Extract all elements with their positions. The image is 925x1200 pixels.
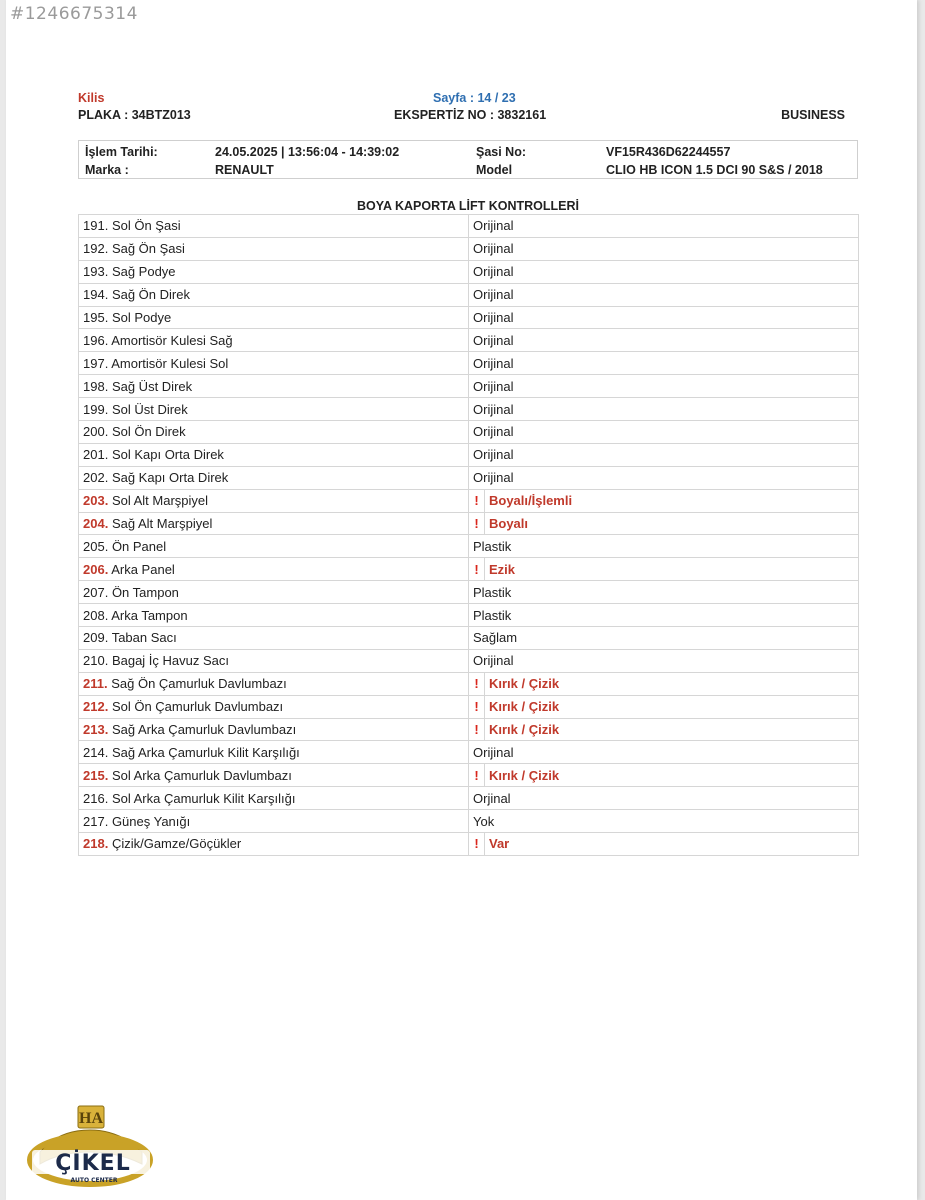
value-cell xyxy=(469,398,859,421)
item-number: 198. xyxy=(83,378,109,394)
table-row xyxy=(79,672,859,695)
value-cell xyxy=(469,237,859,260)
item-number: 206. xyxy=(83,561,109,577)
table-row xyxy=(79,329,859,352)
value-cell xyxy=(469,260,859,283)
item-label: Sağ Ön Şasi xyxy=(111,241,185,257)
item-number: 204. xyxy=(83,516,109,532)
chassis-value: VF15R436D62244557 xyxy=(606,145,731,159)
item-number: 214. xyxy=(83,744,109,760)
value-cell xyxy=(469,352,859,375)
plate-number: PLAKA : 34BTZ013 xyxy=(78,108,191,122)
value-cell xyxy=(469,421,859,444)
item-label: Sol Podye xyxy=(111,310,172,325)
item-number: 192. xyxy=(83,241,109,257)
item-label: Sağ Ön Çamurluk Davlumbazı xyxy=(111,676,287,692)
item-value: Kırık / Çizik xyxy=(489,699,560,715)
item-cell xyxy=(79,352,469,375)
value-cell xyxy=(485,558,859,581)
item-label: Sol Ön Direk xyxy=(111,424,186,440)
table-row xyxy=(79,787,859,810)
item-value: Sağlam xyxy=(473,630,518,646)
item-label: Sağ Alt Marşpiyel xyxy=(111,516,213,532)
chassis-label: Şasi No: xyxy=(476,145,527,159)
value-cell xyxy=(469,649,859,672)
item-value: Boyalı xyxy=(489,516,529,532)
logo-tagline: AUTO CENTER xyxy=(70,1177,118,1184)
item-value: Kırık / Çizik xyxy=(489,767,560,783)
value-cell xyxy=(469,741,859,764)
value-cell xyxy=(469,535,859,558)
item-cell xyxy=(79,375,469,398)
warning-mark: ! xyxy=(469,833,485,856)
table-row xyxy=(79,833,859,856)
item-number: 193. xyxy=(83,264,109,280)
warning-mark: ! xyxy=(469,764,485,787)
table-row xyxy=(79,581,859,604)
date-value: 24.05.2025 | 13:56:04 - 14:39:02 xyxy=(215,145,400,159)
item-cell xyxy=(79,443,469,466)
item-number: 217. xyxy=(83,813,109,829)
table-row xyxy=(79,215,859,238)
item-number: 195. xyxy=(83,310,109,325)
date-label: İşlem Tarihi: xyxy=(85,145,158,159)
package-name: BUSINESS xyxy=(781,108,845,122)
value-cell xyxy=(469,375,859,398)
table-row xyxy=(79,352,859,375)
item-label: Çizik/Gamze/Göçükler xyxy=(111,836,242,852)
item-number: 210. xyxy=(83,653,109,669)
table-row xyxy=(79,535,859,558)
item-label: Sağ Ön Direk xyxy=(111,287,190,303)
value-cell xyxy=(469,604,859,627)
section-title: BOYA KAPORTA LİFT KONTROLLERİ xyxy=(357,199,579,213)
item-value: Orijinal xyxy=(473,378,514,394)
item-cell xyxy=(79,833,469,856)
item-value: Ezik xyxy=(489,561,516,577)
item-label: Sol Arka Çamurluk Kilit Karşılığı xyxy=(111,790,296,806)
item-value: Var xyxy=(489,836,510,852)
item-number: 196. xyxy=(83,332,109,348)
item-label: Bagaj İç Havuz Sacı xyxy=(111,653,229,669)
item-cell xyxy=(79,329,469,352)
item-cell xyxy=(79,558,469,581)
item-label: Sağ Podye xyxy=(111,264,176,280)
item-value: Orijinal xyxy=(473,424,514,440)
table-row xyxy=(79,306,859,329)
table-row xyxy=(79,443,859,466)
warning-mark: ! xyxy=(469,695,485,718)
value-cell xyxy=(485,833,859,856)
table-row xyxy=(79,764,859,787)
item-cell xyxy=(79,581,469,604)
item-value: Kırık / Çizik xyxy=(489,722,560,738)
table-row xyxy=(79,283,859,306)
item-label: Sağ Arka Çamurluk Kilit Karşılığı xyxy=(111,744,300,760)
table-row xyxy=(79,741,859,764)
item-number: 200. xyxy=(83,424,109,440)
item-label: Taban Sacı xyxy=(111,630,177,646)
item-number: 213. xyxy=(83,722,109,738)
table-row xyxy=(79,398,859,421)
table-row xyxy=(79,627,859,650)
item-cell xyxy=(79,306,469,329)
item-value: Orijinal xyxy=(473,332,514,348)
item-value: Plastik xyxy=(473,607,512,623)
value-cell xyxy=(469,283,859,306)
item-label: Güneş Yanığı xyxy=(111,813,191,829)
item-number: 203. xyxy=(83,493,109,509)
item-cell xyxy=(79,398,469,421)
item-cell xyxy=(79,283,469,306)
item-cell xyxy=(79,718,469,741)
item-label: Sol Alt Marşpiyel xyxy=(111,493,209,509)
item-value: Plastik xyxy=(473,538,512,554)
table-row xyxy=(79,260,859,283)
item-label: Sol Ön Şasi xyxy=(111,218,181,234)
item-number: 197. xyxy=(83,355,109,371)
value-cell xyxy=(469,581,859,604)
item-number: 207. xyxy=(83,584,109,600)
item-value: Orijinal xyxy=(473,310,514,325)
item-number: 211. xyxy=(83,676,108,692)
item-label: Sol Ön Çamurluk Davlumbazı xyxy=(111,699,284,715)
item-cell xyxy=(79,260,469,283)
table-row xyxy=(79,649,859,672)
item-cell xyxy=(79,421,469,444)
table-row xyxy=(79,512,859,535)
table-row xyxy=(79,604,859,627)
table-row xyxy=(79,810,859,833)
item-number: 194. xyxy=(83,287,109,303)
item-number: 208. xyxy=(83,607,109,623)
item-cell xyxy=(79,810,469,833)
value-cell xyxy=(469,810,859,833)
item-value: Yok xyxy=(473,813,495,829)
item-number: 199. xyxy=(83,401,109,417)
value-cell xyxy=(485,512,859,535)
item-number: 215. xyxy=(83,767,109,783)
item-number: 218. xyxy=(83,836,109,852)
item-label: Ön Tampon xyxy=(111,584,179,600)
report-number: EKSPERTİZ NO : 3832161 xyxy=(394,108,547,122)
item-label: Arka Tampon xyxy=(111,607,188,623)
item-value: Orijinal xyxy=(473,218,514,234)
warning-mark: ! xyxy=(469,558,485,581)
page-number: Sayfa : 14 / 23 xyxy=(433,91,516,105)
table-row xyxy=(79,466,859,489)
table-row xyxy=(79,718,859,741)
table-row xyxy=(79,489,859,512)
item-number: 212. xyxy=(83,699,109,715)
item-label: Arka Panel xyxy=(111,561,175,577)
value-cell xyxy=(485,718,859,741)
item-cell xyxy=(79,512,469,535)
item-cell xyxy=(79,535,469,558)
report-page xyxy=(6,0,917,1200)
item-cell xyxy=(79,489,469,512)
item-label: Ön Panel xyxy=(111,538,167,554)
item-cell xyxy=(79,741,469,764)
item-value: Kırık / Çizik xyxy=(489,676,560,692)
warning-mark: ! xyxy=(469,489,485,512)
item-value: Plastik xyxy=(473,584,512,600)
table-row xyxy=(79,558,859,581)
item-cell xyxy=(79,649,469,672)
item-number: 191. xyxy=(83,218,109,234)
value-cell xyxy=(485,695,859,718)
item-cell xyxy=(79,215,469,238)
item-value: Orijinal xyxy=(473,355,514,371)
logo-initials: HA xyxy=(79,1110,103,1127)
warning-mark: ! xyxy=(469,718,485,741)
value-cell xyxy=(469,329,859,352)
item-value: Orijinal xyxy=(473,401,514,417)
city-label: Kilis xyxy=(78,91,105,105)
item-value: Orjinal xyxy=(473,790,511,806)
item-value: Boyalı/İşlemli xyxy=(489,493,573,509)
item-value: Orijinal xyxy=(473,447,514,463)
item-label: Sağ Arka Çamurluk Davlumbazı xyxy=(111,722,297,738)
item-cell xyxy=(79,237,469,260)
value-cell xyxy=(469,306,859,329)
model-label: Model xyxy=(476,163,513,177)
item-label: Sol Üst Direk xyxy=(111,401,188,417)
item-value: Orijinal xyxy=(473,470,514,486)
item-label: Amortisör Kulesi Sol xyxy=(111,355,229,371)
value-cell xyxy=(469,627,859,650)
value-cell xyxy=(485,764,859,787)
item-value: Orijinal xyxy=(473,241,514,257)
item-value: Orijinal xyxy=(473,653,514,669)
item-value: Orijinal xyxy=(473,744,514,760)
item-number: 209. xyxy=(83,630,109,646)
item-number: 205. xyxy=(83,538,109,554)
value-cell xyxy=(485,489,859,512)
item-label: Sağ Üst Direk xyxy=(111,378,193,394)
table-row xyxy=(79,375,859,398)
brand-value: RENAULT xyxy=(215,163,274,177)
item-cell xyxy=(79,672,469,695)
warning-mark: ! xyxy=(469,672,485,695)
item-number: 201. xyxy=(83,447,109,463)
table-row xyxy=(79,237,859,260)
item-cell xyxy=(79,787,469,810)
logo-name: ÇİKEL xyxy=(55,1151,131,1176)
value-cell xyxy=(469,787,859,810)
warning-mark: ! xyxy=(469,512,485,535)
item-label: Amortisör Kulesi Sağ xyxy=(111,332,233,348)
cikel-logo xyxy=(18,1102,158,1192)
table-row xyxy=(79,421,859,444)
model-value: CLIO HB ICON 1.5 DCI 90 S&S / 2018 xyxy=(606,163,823,177)
value-cell xyxy=(469,215,859,238)
brand-label: Marka : xyxy=(85,163,129,177)
table-row xyxy=(79,695,859,718)
item-value: Orijinal xyxy=(473,287,514,303)
item-label: Sol Kapı Orta Direk xyxy=(111,447,224,463)
value-cell xyxy=(469,443,859,466)
item-cell xyxy=(79,627,469,650)
value-cell xyxy=(485,672,859,695)
item-label: Sağ Kapı Orta Direk xyxy=(111,470,229,486)
image-id-watermark: #1246675314 xyxy=(10,4,138,24)
inspection-table xyxy=(78,214,859,856)
item-number: 216. xyxy=(83,790,109,806)
item-cell xyxy=(79,466,469,489)
item-cell xyxy=(79,604,469,627)
value-cell xyxy=(469,466,859,489)
item-label: Sol Arka Çamurluk Davlumbazı xyxy=(111,767,292,783)
item-cell xyxy=(79,695,469,718)
item-value: Orijinal xyxy=(473,264,514,280)
item-cell xyxy=(79,764,469,787)
item-number: 202. xyxy=(83,470,109,486)
vehicle-info-box xyxy=(78,140,858,179)
